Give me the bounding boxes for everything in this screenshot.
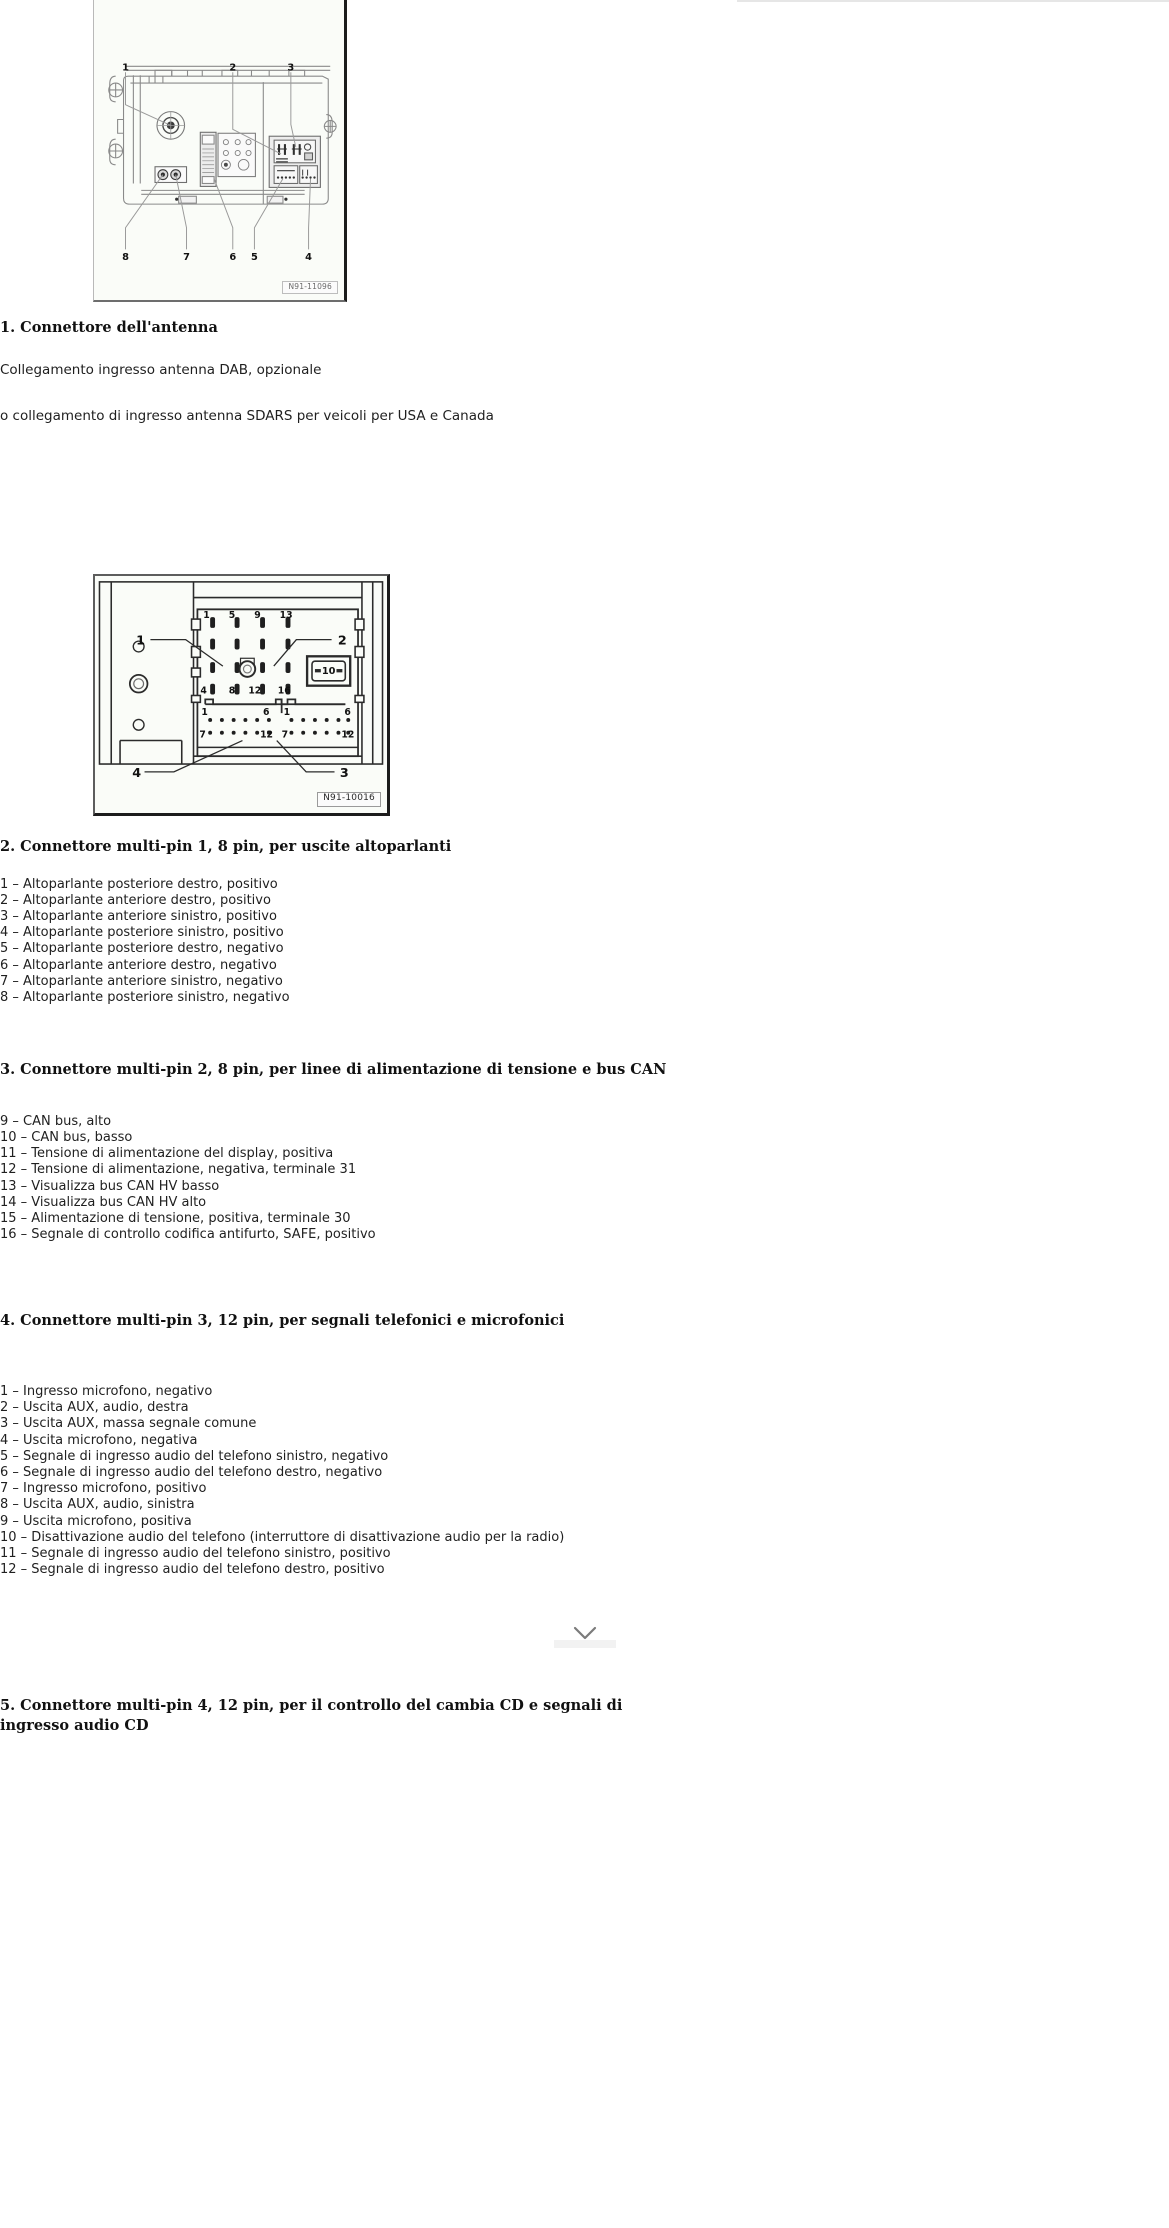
pin-item: 8 – Altoparlante posteriore sinistro, negativo — [0, 990, 290, 1006]
svg-text:1: 1 — [201, 707, 208, 719]
callout-2: 2 — [229, 62, 237, 74]
svg-text:12: 12 — [341, 729, 355, 741]
callout-4: 4 — [132, 765, 142, 781]
pin-item: 2 – Uscita AUX, audio, destra — [0, 1400, 189, 1416]
pin-list-connector-3 — [0, 1384, 1169, 1578]
pin-item: 12 – Segnale di ingresso audio del telefono destro, positivo — [0, 1562, 385, 1578]
pin-item: 12 – Tensione di alimentazione, negativa, terminale 31 — [0, 1162, 357, 1178]
pin-item: 13 – Visualizza bus CAN HV basso — [0, 1178, 220, 1194]
pin-item: 9 – Uscita microfono, positiva — [0, 1513, 192, 1529]
section-1-paragraph-2: o collegamento di ingresso antenna SDARS per veicoli per USA e Canada — [0, 407, 494, 424]
pin-item: 3 – Uscita AUX, massa segnale comune — [0, 1416, 257, 1432]
section-heading-4: 4. Connettore multi-pin 3, 12 pin, per segnali telefonici e microfonici — [0, 1312, 565, 1330]
callout-2: 2 — [337, 633, 347, 649]
svg-text:4: 4 — [200, 685, 207, 697]
multi-pin-connector-diagram — [95, 576, 387, 813]
svg-text:12: 12 — [248, 685, 262, 697]
svg-text:1: 1 — [283, 707, 291, 719]
section-heading-1: 1. Connettore dell'antenna — [0, 319, 218, 336]
pin-item: 5 – Segnale di ingresso audio del telefono sinistro, negativo — [0, 1448, 389, 1464]
page-top-rule — [737, 0, 1169, 2]
callout-1: 1 — [136, 633, 146, 649]
pin-list-connector-2 — [0, 1114, 1169, 1244]
figure-radio-rear-view — [93, 0, 347, 302]
pin-item: 11 – Tensione di alimentazione del display, positiva — [0, 1146, 334, 1162]
pin-item: 9 – CAN bus, alto — [0, 1113, 112, 1129]
callout-8: 8 — [122, 252, 129, 264]
pin-item: 4 – Altoparlante posteriore sinistro, positivo — [0, 925, 284, 941]
section-1-paragraph-1: Collegamento ingresso antenna DAB, opzionale — [0, 361, 322, 378]
section-heading-5: 5. Connettore multi-pin 4, 12 pin, per il controllo del cambia CD e segnali di ingresso audio CD — [0, 1697, 623, 1734]
pin-item: 3 – Altoparlante anteriore sinistro, positivo — [0, 909, 277, 925]
pin-item: 15 – Alimentazione di tensione, positiva, terminale 30 — [0, 1211, 351, 1227]
pin-item: 11 – Segnale di ingresso audio del telefono sinistro, positivo — [0, 1546, 391, 1562]
pin-item: 10 – Disattivazione audio del telefono (interruttore di disattivazione audio per la radio) — [0, 1529, 565, 1545]
pin-item: 1 – Ingresso microfono, negativo — [0, 1384, 213, 1399]
svg-text:16: 16 — [277, 685, 291, 697]
section-heading-2: 2. Connettore multi-pin 1, 8 pin, per uscite altoparlanti — [0, 838, 452, 856]
pin-item: 7 – Ingresso microfono, positivo — [0, 1481, 207, 1497]
pin-item: 16 – Segnale di controllo codifica antifurto, SAFE, positivo — [0, 1227, 376, 1243]
figure-code-label: N91-11096 — [282, 281, 338, 294]
callout-6: 6 — [229, 252, 237, 264]
svg-text:9: 9 — [254, 610, 261, 622]
expand-more-divider[interactable] — [0, 1616, 1169, 1650]
callout-3: 3 — [339, 765, 349, 781]
svg-text:7: 7 — [199, 729, 206, 741]
pin-item: 4 – Uscita microfono, negativa — [0, 1432, 198, 1448]
chevron-down-icon[interactable] — [569, 1623, 601, 1643]
svg-text:8: 8 — [228, 685, 236, 697]
pin-item: 2 – Altoparlante anteriore destro, positivo — [0, 892, 271, 908]
callout-7: 7 — [183, 252, 190, 264]
svg-text:6: 6 — [263, 707, 270, 719]
pin-item: 6 – Segnale di ingresso audio del telefono destro, negativo — [0, 1465, 383, 1481]
pin-item: 7 – Altoparlante anteriore sinistro, negativo — [0, 973, 283, 989]
svg-text:7: 7 — [281, 729, 289, 741]
svg-text:12: 12 — [260, 729, 274, 741]
pin-item: 1 – Altoparlante posteriore destro, positivo — [0, 876, 278, 892]
pin-list-connector-1 — [0, 877, 1169, 1007]
svg-text:5: 5 — [228, 610, 236, 622]
svg-text:13: 13 — [279, 610, 293, 622]
section-heading-3: 3. Connettore multi-pin 2, 8 pin, per linee di alimentazione di tensione e bus CAN — [0, 1061, 667, 1079]
callout-5: 5 — [251, 252, 258, 264]
pin-item: 8 – Uscita AUX, audio, sinistra — [0, 1497, 195, 1513]
radio-rear-diagram — [94, 0, 344, 300]
svg-text:10: 10 — [321, 665, 336, 677]
pin-item: 6 – Altoparlante anteriore destro, negativo — [0, 957, 277, 973]
callout-4: 4 — [305, 252, 312, 264]
pin-item: 14 – Visualizza bus CAN HV alto — [0, 1194, 207, 1210]
pin-item: 5 – Altoparlante posteriore destro, negativo — [0, 941, 284, 957]
svg-text:6: 6 — [344, 707, 351, 719]
pin-item: 10 – CAN bus, basso — [0, 1130, 133, 1146]
svg-text:1: 1 — [203, 610, 210, 622]
figure-code-label: N91-10016 — [317, 792, 381, 807]
callout-3: 3 — [287, 62, 295, 74]
callout-1: 1 — [122, 62, 129, 74]
figure-multi-pin-connectors — [93, 574, 390, 816]
